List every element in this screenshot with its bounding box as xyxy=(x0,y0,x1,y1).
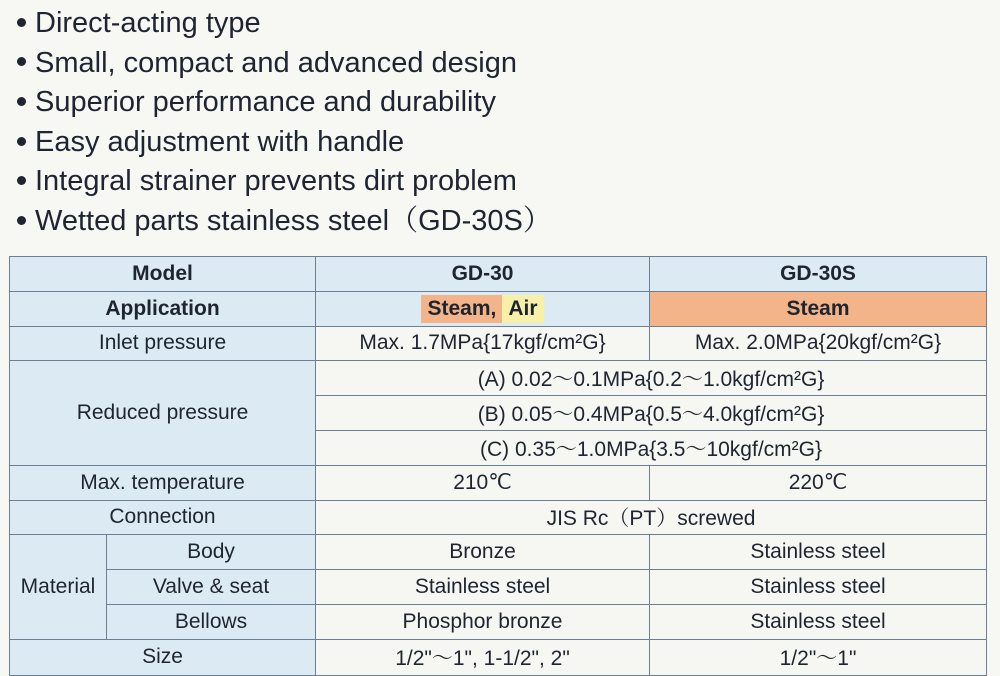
model-gd30s: GD-30S xyxy=(650,257,987,292)
bellows-gd30: Phosphor bronze xyxy=(316,604,650,639)
feature-text: Small, compact and advanced design xyxy=(35,46,518,79)
bellows-gd30s: Stainless steel xyxy=(650,604,987,639)
feature-text: Easy adjustment with handle xyxy=(35,125,405,158)
temp-gd30s: 220℃ xyxy=(650,465,987,500)
size-gd30s: 1/2"～1" xyxy=(650,639,987,675)
feature-text: Direct-acting type xyxy=(35,7,261,39)
feature-item xyxy=(14,162,552,202)
valve-gd30: Stainless steel xyxy=(316,570,650,605)
temp-label: Max. temperature xyxy=(10,465,316,500)
body-gd30: Bronze xyxy=(316,535,650,570)
inlet-gd30: Max. 1.7MPa{17kgf/cm²G} xyxy=(316,326,650,361)
table-row-bellows xyxy=(10,604,987,639)
feature-text: Integral strainer prevents dirt problem xyxy=(35,165,517,198)
table-row-body xyxy=(10,535,987,570)
feature-item xyxy=(14,4,552,44)
valve-label: Valve & seat xyxy=(107,570,316,605)
size-gd30: 1/2"～1", 1-1/2", 2" xyxy=(316,639,650,675)
application-label: Application xyxy=(10,291,316,326)
bellows-label: Bellows xyxy=(107,604,316,639)
feature-item xyxy=(14,44,552,84)
bullet-icon xyxy=(17,97,26,106)
table-row-size xyxy=(10,639,987,675)
model-label: Model xyxy=(10,257,316,292)
feature-list xyxy=(14,4,552,242)
size-label: Size xyxy=(10,639,316,675)
reduced-a: (A) 0.02～0.1MPa{0.2～1.0kgf/cm²G} xyxy=(316,361,987,396)
reduced-label: Reduced pressure xyxy=(10,361,316,465)
bullet-icon xyxy=(17,216,26,225)
reduced-c: (C) 0.35～1.0MPa{3.5～10kgf/cm²G} xyxy=(316,430,987,465)
valve-gd30s: Stainless steel xyxy=(650,570,987,605)
table-row-application xyxy=(10,291,987,326)
bullet-icon xyxy=(17,57,26,66)
material-label: Material xyxy=(10,535,107,639)
feature-item xyxy=(14,83,552,123)
connection-label: Connection xyxy=(10,500,316,535)
steam-tag: Steam, xyxy=(421,295,502,323)
bullet-icon xyxy=(17,176,26,185)
inlet-label: Inlet pressure xyxy=(10,326,316,361)
table-row-inlet xyxy=(10,326,987,361)
application-gd30s: Steam xyxy=(650,291,987,326)
table-row-valve xyxy=(10,570,987,605)
reduced-b: (B) 0.05～0.4MPa{0.5～4.0kgf/cm²G} xyxy=(316,396,987,431)
model-gd30: GD-30 xyxy=(316,257,650,292)
feature-item xyxy=(14,123,552,163)
air-tag: Air xyxy=(502,295,543,323)
bullet-icon xyxy=(17,18,26,27)
table-row-connection xyxy=(10,500,987,535)
bullet-icon xyxy=(17,137,26,146)
inlet-gd30s: Max. 2.0MPa{20kgf/cm²G} xyxy=(650,326,987,361)
connection-value: JIS Rc（PT）screwed xyxy=(316,500,987,535)
spec-table xyxy=(9,256,987,676)
temp-gd30: 210℃ xyxy=(316,465,650,500)
table-row-model xyxy=(10,257,987,292)
feature-item xyxy=(14,202,552,242)
table-row-reduced-a xyxy=(10,361,987,396)
application-gd30 xyxy=(316,291,650,326)
feature-text: Wetted parts stainless steel（GD-30S） xyxy=(35,204,552,237)
body-gd30s: Stainless steel xyxy=(650,535,987,570)
feature-text: Superior performance and durability xyxy=(35,86,497,119)
table-row-temperature xyxy=(10,465,987,500)
body-label: Body xyxy=(107,535,316,570)
